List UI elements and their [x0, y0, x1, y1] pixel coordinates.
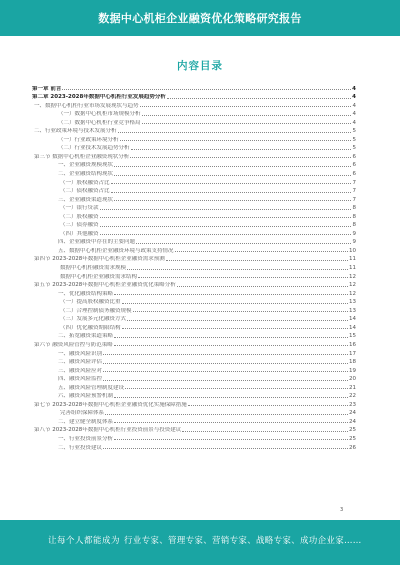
toc-entry-text: 六、融资风险预警机制: [58, 393, 114, 400]
toc-entry-text: 一、优化融资结构策略: [58, 290, 114, 297]
toc-entry-page: 4: [352, 119, 356, 126]
toc-entry[interactable]: [32, 408, 356, 417]
toc-entry-text: （一）提高股权融资比重: [60, 299, 121, 306]
toc-entry-page: 26: [349, 444, 356, 451]
toc-entry-text: 数据中心机柜融资需求规模: [60, 265, 127, 272]
toc-leader-dots: [175, 251, 348, 252]
toc-entry-page: 7: [352, 179, 356, 186]
toc-leader-dots: [120, 140, 351, 141]
toc-leader-dots: [114, 422, 348, 423]
toc-entry[interactable]: [32, 151, 356, 160]
toc-entry[interactable]: [32, 245, 356, 254]
toc-entry-page: 25: [349, 427, 356, 434]
toc-entry-text: （一）行业政策环境分析: [58, 136, 119, 143]
toc-entry[interactable]: [32, 126, 356, 135]
toc-entry-text: （二）合理控制债务融资规模: [60, 307, 132, 314]
toc-entry-page: 7: [352, 188, 356, 195]
toc-leader-dots: [166, 260, 348, 261]
toc-entry[interactable]: [32, 271, 356, 280]
toc-entry-page: 13: [349, 307, 356, 314]
toc-entry-page: 24: [349, 410, 356, 417]
toc-entry-text: （二）股权融资: [60, 213, 99, 220]
toc-entry[interactable]: [32, 194, 356, 203]
toc-entry-text: （一）银行贷款: [60, 205, 99, 212]
toc-leader-dots: [122, 328, 348, 329]
toc-entry[interactable]: [32, 203, 356, 212]
toc-entry[interactable]: [32, 305, 356, 314]
toc-entry[interactable]: [32, 322, 356, 331]
toc-entry-text: 二、建立健全制度体系: [58, 418, 114, 425]
toc-leader-dots: [114, 337, 348, 338]
toc-entry[interactable]: [32, 416, 356, 425]
toc-entry[interactable]: [32, 134, 356, 143]
toc-entry-page: 8: [352, 222, 356, 229]
toc-entry-page: 9: [352, 239, 356, 246]
toc-entry[interactable]: [32, 143, 356, 152]
toc-entry[interactable]: [32, 365, 356, 374]
toc-leader-dots: [114, 166, 351, 167]
toc-entry-text: （四）其他融资: [60, 230, 99, 237]
footer-tagline: 行业专家、管理专家、营销专家、战略专家、成功企业家……: [124, 536, 362, 546]
toc-leader-dots: [125, 388, 348, 389]
toc-entry[interactable]: [32, 83, 356, 92]
toc-entry-page: 4: [352, 85, 356, 92]
toc-leader-dots: [111, 192, 351, 193]
toc-entry[interactable]: [32, 177, 356, 186]
toc-entry-text: 五、数据中心机柜企业融资环境与政策支持情况: [58, 247, 174, 254]
toc-leader-dots: [111, 183, 351, 184]
toc-entry[interactable]: [32, 442, 356, 451]
toc-leader-dots: [100, 234, 351, 235]
toc-leader-dots: [130, 157, 351, 158]
toc-entry-text: （二）数据中心机柜行业竞争格局: [58, 119, 141, 126]
toc-leader-dots: [114, 397, 348, 398]
toc-leader-dots: [103, 448, 348, 449]
toc-entry[interactable]: [32, 314, 356, 323]
toc-entry-text: 第二章 2023-2028年数据中心机柜行业发展趋势分析: [32, 94, 166, 101]
toc-entry-page: 18: [349, 359, 356, 366]
toc-entry[interactable]: [32, 109, 356, 118]
toc-entry-text: 第三节 数据中心机柜企业融资现状分析: [34, 153, 130, 160]
toc-entry-page: 8: [352, 205, 356, 212]
toc-entry-page: 7: [352, 196, 356, 203]
toc-entry-text: （一）股权融资占比: [60, 179, 110, 186]
toc-entry-page: 16: [349, 341, 356, 348]
toc-entry-page: 4: [352, 102, 356, 109]
toc-entry[interactable]: [32, 228, 356, 237]
toc-entry[interactable]: [32, 117, 356, 126]
toc-leader-dots: [122, 303, 348, 304]
toc-leader-dots: [177, 286, 348, 287]
toc-entry-text: （二）债权融资占比: [60, 188, 110, 195]
toc-leader-dots: [114, 175, 351, 176]
toc-entry-text: 一、融资风险识别: [58, 350, 103, 357]
toc-entry[interactable]: [32, 331, 356, 340]
toc-entry-text: 三、融资风险应对: [58, 367, 103, 374]
toc-entry-page: 14: [349, 324, 356, 331]
toc-leader-dots: [114, 200, 351, 201]
toc-entry[interactable]: [32, 237, 356, 246]
toc-leader-dots: [103, 363, 348, 364]
toc-entry-page: 6: [352, 153, 356, 160]
footer-bar: [0, 520, 400, 565]
toc-entry-text: （三）发展多元化融资方式: [60, 316, 127, 323]
toc-leader-dots: [167, 98, 351, 99]
toc-entry-text: 第一章 前言: [32, 85, 62, 92]
toc-leader-dots: [133, 311, 348, 312]
toc-entry[interactable]: [32, 100, 356, 109]
toc-entry-text: （一）数据中心机柜市场规模分析: [58, 111, 141, 118]
toc-entry-text: 四、融资风险监控: [58, 376, 103, 383]
toc-entry-text: 第六节 融资风险管控与防范策略: [34, 341, 113, 348]
toc-leader-dots: [103, 380, 348, 381]
toc-leader-dots: [127, 320, 348, 321]
toc-leader-dots: [127, 269, 348, 270]
page-number: 3: [340, 507, 344, 513]
toc-leader-dots: [103, 354, 348, 355]
toc-leader-dots: [142, 123, 351, 124]
toc-entry[interactable]: [32, 254, 356, 263]
toc-entry[interactable]: [32, 220, 356, 229]
footer-slogan: 让每个人都能成为: [48, 536, 121, 546]
toc-leader-dots: [62, 89, 351, 90]
toc-entry-page: 10: [349, 247, 356, 254]
toc-entry[interactable]: [32, 391, 356, 400]
toc-leader-dots: [103, 371, 348, 372]
toc-entry-page: 19: [349, 367, 356, 374]
toc-entry-text: 数据中心机柜企业融资需求结构: [60, 273, 138, 280]
toc-entry[interactable]: [32, 425, 356, 434]
toc-entry-page: 20: [349, 376, 356, 383]
toc-leader-dots: [188, 405, 348, 406]
toc-entry-text: 一、数据中心机柜行业市场发展现状与趋势: [34, 102, 139, 109]
toc-entry[interactable]: [32, 262, 356, 271]
toc-leader-dots: [182, 431, 348, 432]
toc-leader-dots: [138, 277, 348, 278]
toc-leader-dots: [100, 209, 351, 210]
toc-entry[interactable]: [32, 382, 356, 391]
toc-entry-text: 二、融资风险评估: [58, 359, 103, 366]
toc-leader-dots: [114, 294, 348, 295]
toc-entry-page: 21: [349, 384, 356, 391]
toc-leader-dots: [100, 226, 351, 227]
toc-entry-page: 23: [349, 401, 356, 408]
toc-leader-dots: [131, 149, 351, 150]
toc-entry-text: 五、融资风险管理制度建设: [58, 384, 125, 391]
toc-entry-page: 11: [349, 256, 356, 263]
toc-entry-text: 三、企业融资渠道现状: [58, 196, 114, 203]
toc-entry-text: 完善组织保障体系: [60, 410, 105, 417]
toc-entry[interactable]: [32, 211, 356, 220]
toc-entry[interactable]: [32, 399, 356, 408]
toc-entry-text: 第五节 2023-2028年数据中心机柜企业融资优化策略分析: [34, 282, 176, 289]
toc-entry-page: 4: [352, 94, 356, 101]
toc-entry-text: 第七节 2023-2028年数据中心机柜企业融资优化实施保障措施: [34, 401, 187, 408]
toc-entry-page: 22: [349, 393, 356, 400]
toc-leader-dots: [100, 217, 351, 218]
toc-entry-text: 二、拓宽融资渠道策略: [58, 333, 114, 340]
header-bar: [0, 0, 400, 36]
toc-entry[interactable]: [32, 297, 356, 306]
toc-leader-dots: [136, 243, 351, 244]
toc-entry[interactable]: [32, 280, 356, 289]
toc-entry-text: 一、企业融资规模现状: [58, 162, 114, 169]
toc-entry-page: 13: [349, 299, 356, 306]
toc-entry[interactable]: [32, 168, 356, 177]
toc-entry[interactable]: [32, 288, 356, 297]
toc-entry-page: 24: [349, 418, 356, 425]
toc-entry-page: 5: [352, 136, 356, 143]
table-of-contents: [32, 83, 356, 451]
toc-entry-page: 12: [349, 282, 356, 289]
toc-entry[interactable]: [32, 374, 356, 383]
toc-leader-dots: [140, 106, 351, 107]
toc-entry-page: 4: [352, 111, 356, 118]
toc-entry-page: 17: [349, 350, 356, 357]
toc-entry-text: 二、行业政策环境与技术发展分析: [34, 128, 117, 135]
toc-entry-text: 四、企业融资中存在的主要问题: [58, 239, 136, 246]
toc-entry-page: 5: [352, 128, 356, 135]
toc-entry-text: （三）债券融资: [60, 222, 99, 229]
toc-entry-page: 14: [349, 316, 356, 323]
toc-entry-page: 11: [349, 265, 356, 272]
toc-entry[interactable]: [32, 339, 356, 348]
toc-entry-page: 12: [349, 290, 356, 297]
toc-entry-page: 9: [352, 230, 356, 237]
toc-leader-dots: [118, 132, 351, 133]
toc-entry-text: 二、企业融资结构现状: [58, 171, 114, 178]
toc-leader-dots: [105, 414, 348, 415]
toc-entry-text: 第八节 2023-2028年数据中心机柜行业投资前景与投资建议: [34, 427, 182, 434]
toc-entry[interactable]: [32, 186, 356, 195]
toc-entry-page: 8: [352, 213, 356, 220]
toc-entry[interactable]: [32, 357, 356, 366]
toc-heading: 内容目录: [177, 60, 223, 72]
toc-entry-page: 12: [349, 273, 356, 280]
toc-entry[interactable]: [32, 433, 356, 442]
toc-entry-page: 5: [352, 145, 356, 152]
toc-leader-dots: [114, 345, 348, 346]
toc-entry-page: 6: [352, 162, 356, 169]
toc-entry[interactable]: [32, 160, 356, 169]
toc-entry-text: （四）优化融资期限结构: [60, 324, 121, 331]
toc-entry-text: 二、行业投资建议: [58, 444, 103, 451]
toc-leader-dots: [114, 439, 348, 440]
report-title: 数据中心机柜企业融资优化策略研究报告: [98, 12, 302, 25]
toc-entry-page: 15: [349, 333, 356, 340]
toc-leader-dots: [142, 115, 351, 116]
toc-entry-page: 25: [349, 435, 356, 442]
toc-entry-text: 第四节 2023-2028年数据中心机柜企业融资需求预测: [34, 256, 165, 263]
toc-entry[interactable]: [32, 348, 356, 357]
toc-entry-page: 6: [352, 171, 356, 178]
toc-entry-text: 一、行业投资前景分析: [58, 435, 114, 442]
toc-entry-text: （二）行业技术发展趋势分析: [58, 145, 130, 152]
toc-entry[interactable]: [32, 92, 356, 101]
